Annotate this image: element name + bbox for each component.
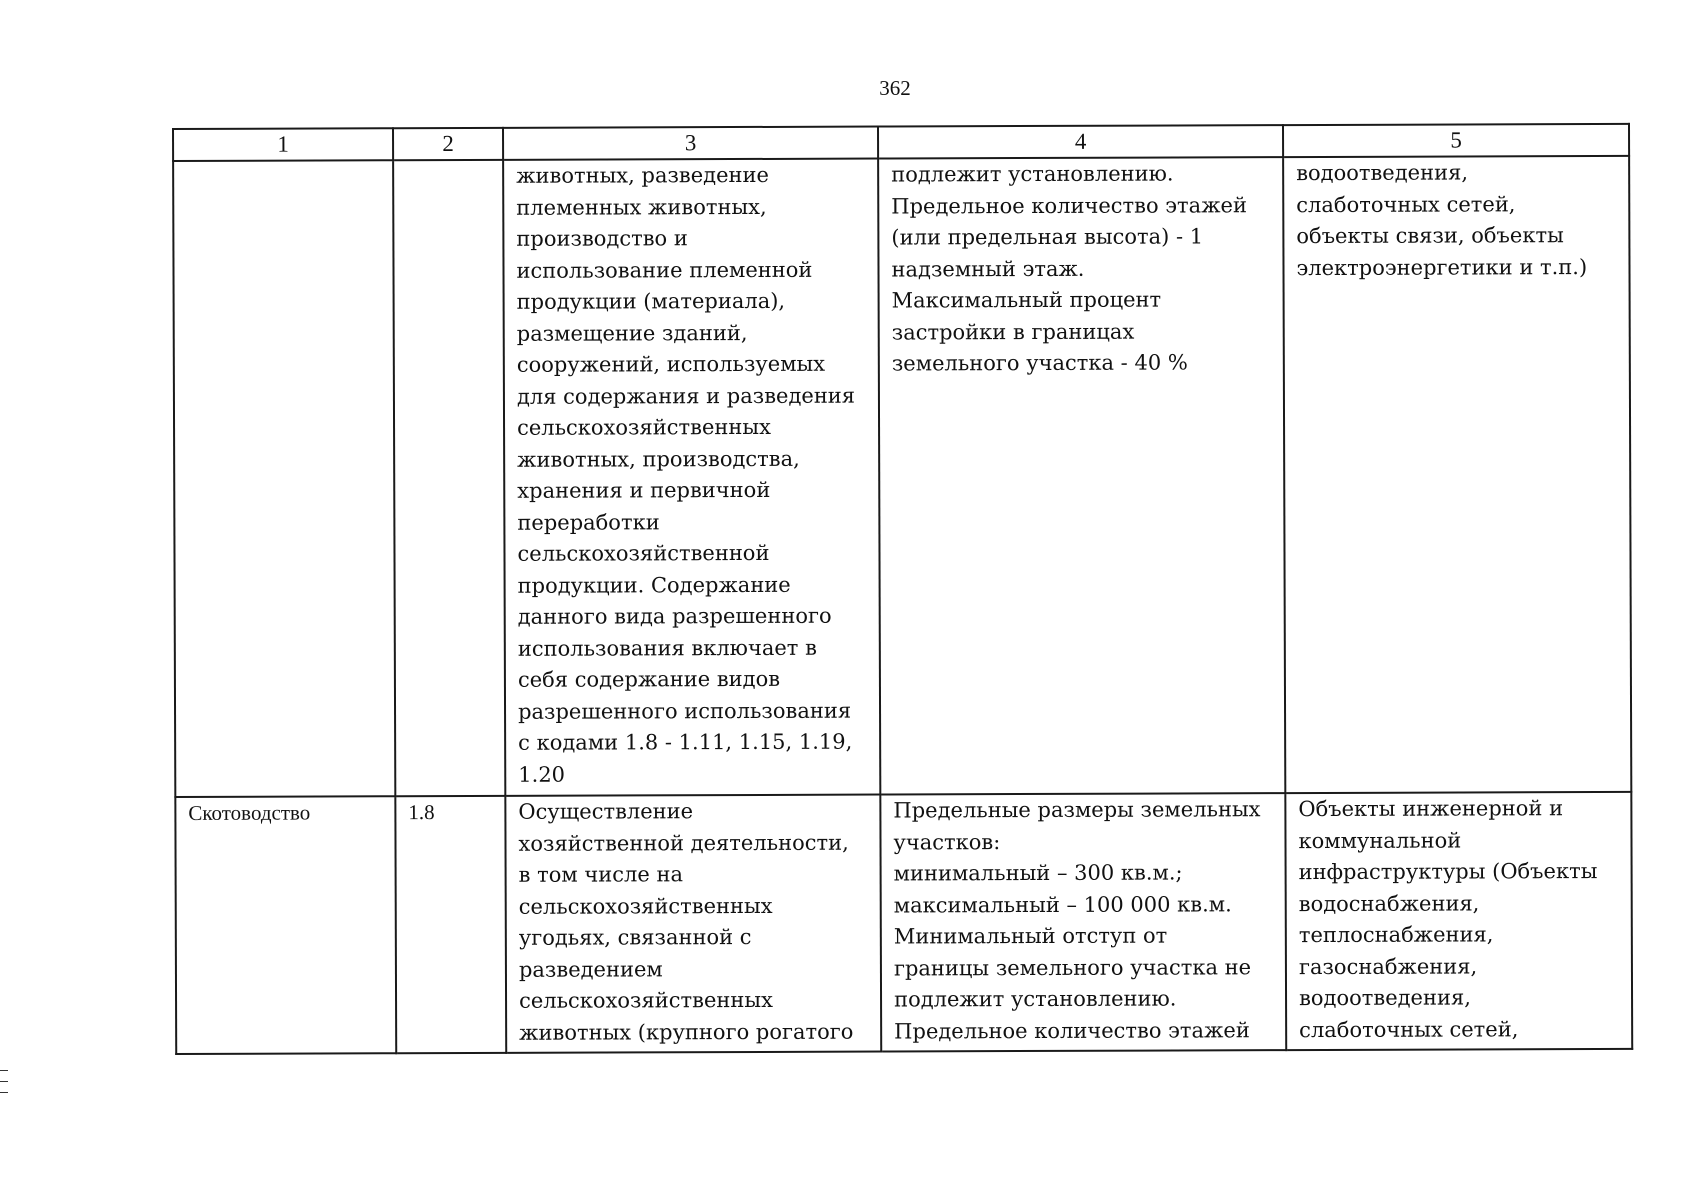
cell-description: Осуществление хозяйственной деятельности, в том числе на сельскохозяйственных угодьях, связанной с разведением сельскохозяйственных животных (крупного рогатого <box>505 795 881 1053</box>
table-row <box>173 156 1631 797</box>
column-header-5: 5 <box>1283 124 1629 157</box>
table-row <box>175 792 1632 1054</box>
cell-land-use-name: Скотоводство <box>175 796 396 1054</box>
cell-code <box>393 160 505 796</box>
margin-tick <box>0 1081 8 1082</box>
column-header-3: 3 <box>503 127 878 160</box>
cell-land-use-name <box>173 160 395 797</box>
column-header-2: 2 <box>393 128 503 160</box>
margin-tick <box>0 1092 8 1093</box>
column-header-4: 4 <box>878 125 1283 158</box>
zoning-table <box>172 123 1633 1055</box>
cell-auxiliary-objects: водоотведения, слаботочных сетей, объекты связи, объекты электроэнергетики и т.п.) <box>1283 156 1631 793</box>
cell-code: 1.8 <box>395 796 506 1053</box>
scan-margin-marks <box>0 1070 8 1104</box>
margin-tick <box>0 1070 8 1071</box>
cell-parameters: Предельные размеры земельных участков: минимальный – 300 кв.м.; максимальный – 100 000 кв.м. Минимальный отступ от границы земельного участка не подлежит установлению. Предельное количество этажей <box>880 793 1286 1051</box>
cell-description: животных, разведение племенных животных, производство и использование племенной продукции (материала), размещение зданий, сооружений, используемых для содержания и разведения сельскохозяйственных животных, производства, хранения и первичной переработки сельскохозяйственной продукции. Содержание данного вида разрешенного использования включает в себя содержание видов разрешенного использования с кодами 1.8 - 1.11, 1.15, 1.19, 1.20 <box>503 159 880 796</box>
cell-auxiliary-objects: Объекты инженерной и коммунальной инфраструктуры (Объекты водоснабжения, теплоснабжения, газоснабжения, водоотведения, слаботочных сетей, <box>1285 792 1632 1050</box>
page-number: 362 <box>879 76 911 100</box>
cell-parameters: подлежит установлению. Предельное количество этажей (или предельная высота) - 1 надземный этаж. Максимальный процент застройки в границах земельного участка - 40 % <box>878 157 1285 794</box>
column-header-1: 1 <box>173 128 393 161</box>
header-row <box>173 124 1629 161</box>
